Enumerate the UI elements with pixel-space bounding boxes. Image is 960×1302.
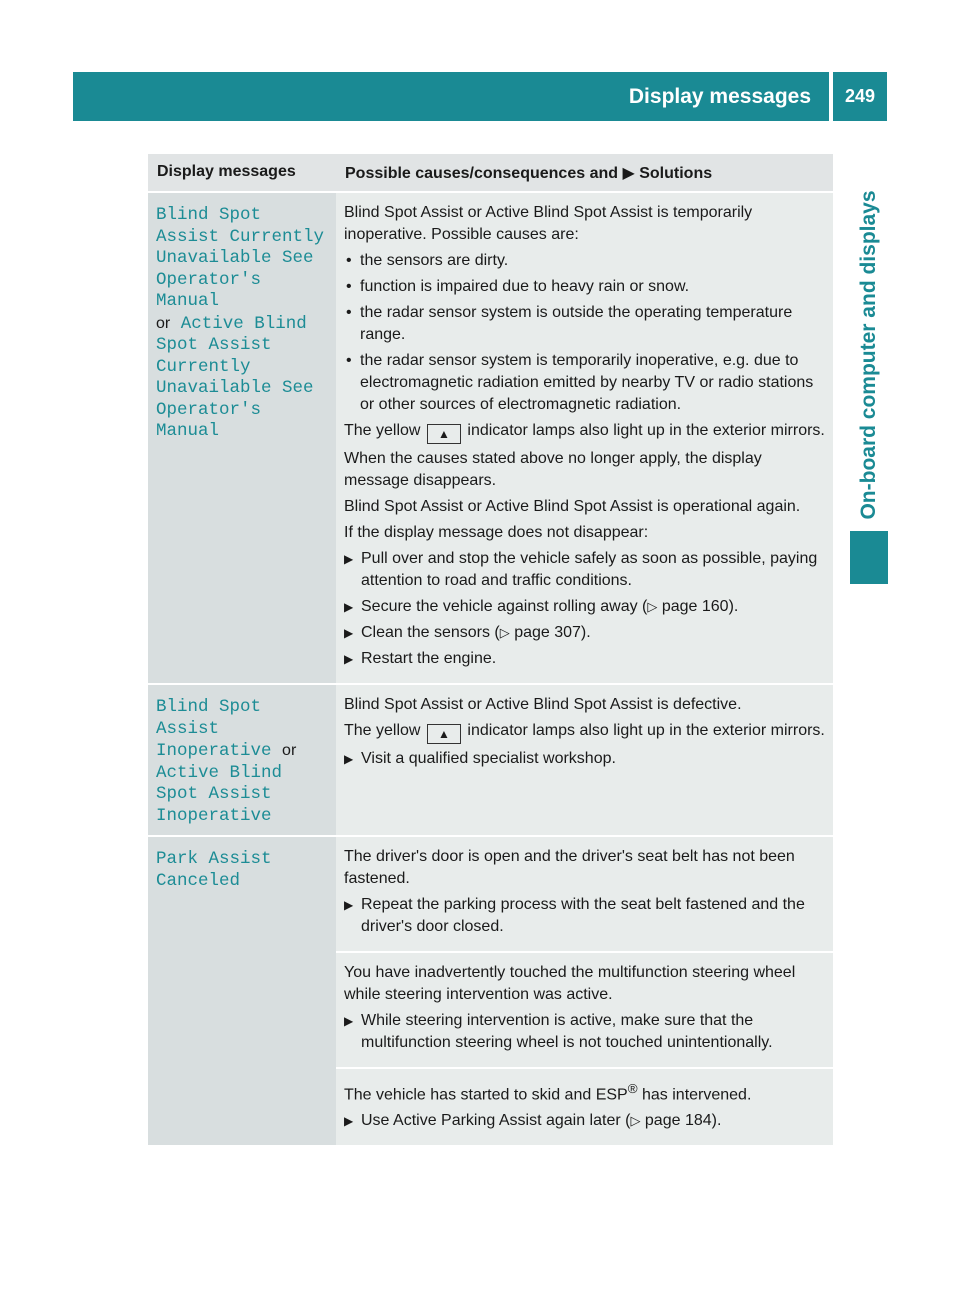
display-message-cell — [148, 836, 336, 1146]
solution-cell — [336, 952, 833, 1068]
solution-cell — [336, 836, 833, 952]
display-message-text: Park Assist Canceled — [156, 849, 272, 891]
paragraph: Blind Spot Assist or Active Blind Spot Assist is temporarily inoperative. Possible causes are: — [344, 204, 753, 243]
action-text: Clean the sensors ( — [361, 624, 500, 641]
page-reference: page 160). — [661, 598, 739, 615]
page-number: 249 — [844, 86, 876, 106]
display-messages-table — [148, 154, 833, 1147]
display-message-text: Blind Spot Assist Inoperative — [156, 697, 272, 761]
action-step: ▶ Pull over and stop the vehicle safely as soon as possible, paying attention to road and traffic conditions. — [344, 548, 827, 592]
paragraph-text: indicator lamps also light up in the exterior mirrors. — [467, 422, 825, 439]
table-row — [148, 684, 833, 836]
column-header-text: Possible causes/consequences and — [345, 165, 619, 182]
page-reference: page 184). — [644, 1112, 722, 1130]
solution-cell — [336, 684, 833, 836]
page-ref-arrow-icon: ▷ — [499, 625, 510, 640]
page-ref-arrow-icon: ▷ — [647, 599, 658, 614]
paragraph: You have inadvertently touched the multifunction steering wheel while steering intervention was active. — [344, 964, 796, 1003]
paragraph — [344, 420, 827, 444]
list-item: • the sensors are dirty. — [344, 250, 827, 272]
paragraph — [344, 720, 827, 744]
action-step — [344, 622, 827, 644]
warning-lamp-icon: ▲ — [427, 424, 461, 444]
display-message-text: Blind Spot Assist Currently Unavailable See Operator's Manual — [156, 205, 325, 311]
paragraph: Blind Spot Assist or Active Blind Spot Assist is operational again. — [344, 498, 801, 515]
paragraph-text: The yellow — [344, 722, 421, 739]
paragraph-text: indicator lamps also light up in the exterior mirrors. — [467, 722, 825, 739]
chapter-tab-marker — [850, 531, 888, 584]
display-message-cell — [148, 192, 336, 684]
action-step — [344, 1110, 827, 1132]
action-step — [344, 596, 827, 618]
paragraph: Blind Spot Assist or Active Blind Spot Assist is defective. — [344, 696, 742, 713]
list-item: • the radar sensor system is outside the operating temperature range. — [344, 302, 827, 346]
display-message-text: Active Blind Spot Assist Currently Unavailable See Operator's Manual — [156, 313, 314, 441]
page-section-title: Display messages — [628, 84, 811, 108]
action-step: ▶ While steering intervention is active, make sure that the multifunction steering wheel is not touched unintentionally. — [344, 1010, 827, 1054]
table-header-row — [148, 154, 833, 192]
page-reference: page 307). — [514, 624, 591, 641]
paragraph: If the display message does not disappear: — [344, 524, 649, 541]
paragraph — [344, 1078, 827, 1106]
action-step: ▶ Restart the engine. — [344, 648, 827, 670]
or-text: or — [156, 314, 171, 332]
display-message-cell — [148, 684, 336, 836]
table-row — [148, 836, 833, 952]
paragraph: The driver's door is open and the driver's seat belt has not been fastened. — [344, 848, 795, 887]
action-text: Secure the vehicle against rolling away ( — [361, 598, 648, 615]
display-message-text: Active Blind Spot Assist Inoperative — [156, 762, 283, 826]
paragraph-text: The yellow — [344, 422, 421, 439]
paragraph-text: has intervened. — [637, 1086, 752, 1104]
paragraph-text: The vehicle has started to skid and ESP — [344, 1086, 628, 1104]
column-header-text-suffix: Solutions — [639, 165, 713, 182]
table-row — [148, 192, 833, 684]
warning-lamp-icon: ▲ — [427, 724, 461, 744]
solution-cell — [336, 192, 833, 684]
or-text: or — [282, 742, 297, 759]
column-header-display-messages: Display messages — [148, 154, 336, 192]
action-text: Use Active Parking Assist again later ( — [361, 1112, 631, 1130]
chapter-tab-label: On-board computer and displays — [857, 190, 880, 520]
solution-cell — [336, 1068, 833, 1146]
action-arrow-icon: ▶ — [622, 165, 635, 182]
page-ref-arrow-icon: ▷ — [630, 1113, 641, 1129]
action-step: ▶ Repeat the parking process with the seat belt fastened and the driver's door closed. — [344, 894, 827, 938]
column-header-causes-solutions — [336, 154, 833, 192]
list-item: • the radar sensor system is temporarily inoperative, e.g. due to electromagnetic radiation emitted by nearby TV or radio stations or other sources of electromagnetic radiation. — [344, 350, 827, 416]
action-step: ▶ Visit a qualified specialist workshop. — [344, 748, 827, 770]
registered-mark: ® — [627, 1081, 638, 1096]
list-item: • function is impaired due to heavy rain or snow. — [344, 276, 827, 298]
paragraph: When the causes stated above no longer apply, the display message disappears. — [344, 450, 762, 489]
